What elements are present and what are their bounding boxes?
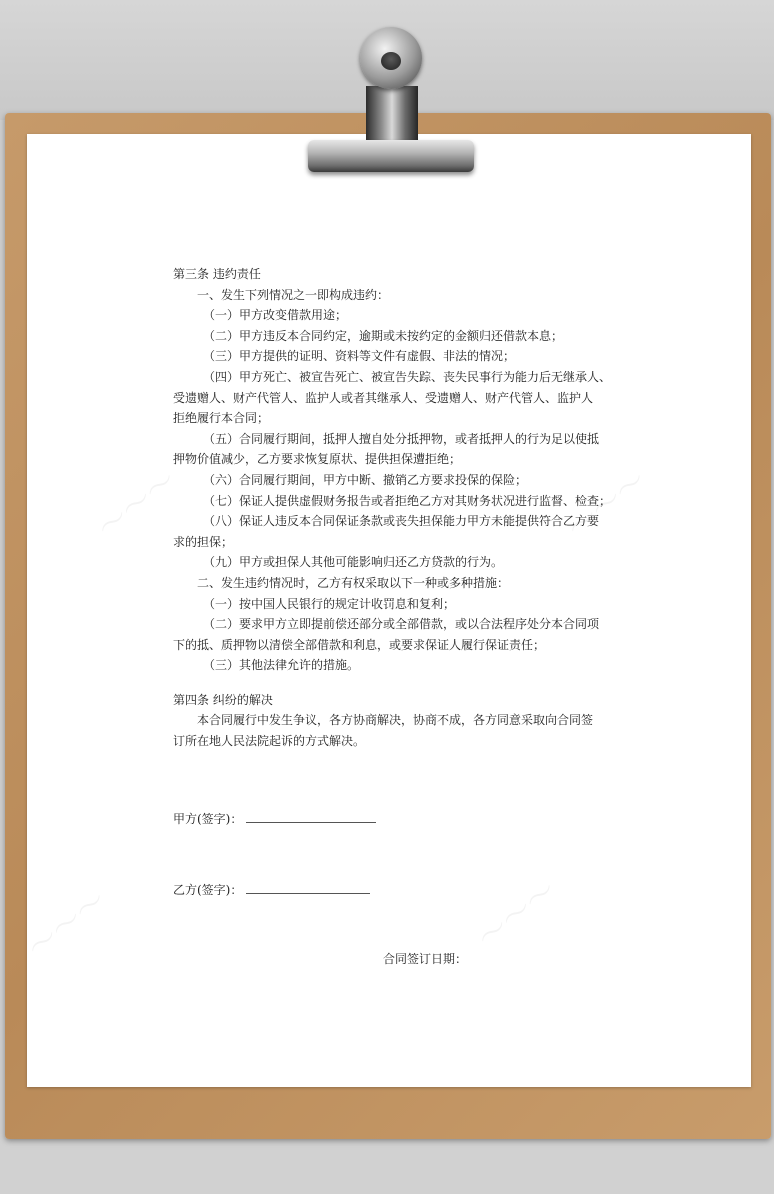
- paragraph-line: （七）保证人提供虚假财务报告或者拒绝乙方对其财务状况进行监督、检查；: [203, 493, 612, 508]
- party-b-signature-line: [246, 881, 370, 894]
- watermark: 〜〜〜: [20, 883, 114, 967]
- paragraph-line: 一、发生下列情况之一即构成违约：: [197, 287, 390, 302]
- section-heading: 第三条 违约责任: [173, 267, 261, 281]
- clip-neck: [366, 86, 418, 142]
- paragraph-line: （三）甲方提供的证明、资料等文件有虚假、非法的情况；: [203, 349, 516, 364]
- paragraph-line: （一）甲方改变借款用途；: [203, 308, 348, 323]
- paragraph-line: （五）合同履行期间，抵押人擅自处分抵押物，或者抵押人的行为足以使抵: [203, 431, 600, 446]
- background-floor: [0, 1140, 774, 1194]
- paragraph-gap: [173, 676, 605, 690]
- party-a-label: 甲方(签字)：: [173, 812, 243, 826]
- paragraph-line: 押物价值减少，乙方要求恢复原状、提供担保遭拒绝；: [173, 452, 462, 467]
- watermark: 〜〜〜: [470, 873, 564, 957]
- party-a-signature-line: [246, 810, 376, 823]
- party-b-signature: [173, 881, 370, 898]
- paragraph-line: 二、发生违约情况时，乙方有权采取以下一种或多种措施：: [197, 575, 510, 590]
- paragraph-line: （四）甲方死亡、被宣告死亡、被宣告失踪、丧失民事行为能力后无继承人、: [203, 369, 612, 384]
- paragraph-line: 受遗赠人、财产代管人、监护人或者其继承人、受遗赠人、财产代管人、监护人: [173, 390, 594, 405]
- party-b-label: 乙方(签字)：: [173, 883, 243, 897]
- clip-base: [308, 140, 474, 172]
- paragraph-line: 求的担保；: [173, 534, 234, 549]
- section-heading: 第四条 纠纷的解决: [173, 692, 273, 707]
- watermark: 〜〜〜: [90, 463, 184, 547]
- clip-hole: [381, 52, 401, 70]
- sign-date: 合同签订日期：: [383, 952, 468, 966]
- paragraph-line: 订所在地人民法院起诉的方式解决。: [173, 734, 366, 749]
- paragraph-line: （八）保证人违反本合同保证条款或丧失担保能力甲方未能提供符合乙方要: [203, 514, 600, 529]
- paragraph-line: （六）合同履行期间，甲方中断、撤销乙方要求投保的保险；: [203, 472, 528, 487]
- paragraph-line: （二）甲方违反本合同约定，逾期或未按约定的金额归还借款本息；: [203, 328, 564, 343]
- party-a-signature: [173, 810, 376, 827]
- paragraph-line: 拒绝履行本合同；: [173, 411, 270, 426]
- paragraph-line: （九）甲方或担保人其他可能影响归还乙方贷款的行为。: [203, 555, 504, 570]
- contract-text: [173, 264, 612, 752]
- paragraph-line: 本合同履行中发生争议，各方协商解决，协商不成，各方同意采取向合同签: [197, 713, 594, 728]
- paragraph-line: （一）按中国人民银行的规定计收罚息和复利；: [203, 596, 456, 611]
- paragraph-line: 下的抵、质押物以清偿全部借款和利息，或要求保证人履行保证责任；: [173, 637, 546, 652]
- paragraph-line: （三）其他法律允许的措施。: [203, 658, 360, 673]
- watermark: 〜〜〜: [560, 463, 654, 547]
- paragraph-line: （二）要求甲方立即提前偿还部分或全部借款，或以合法程序处分本合同项: [203, 617, 600, 632]
